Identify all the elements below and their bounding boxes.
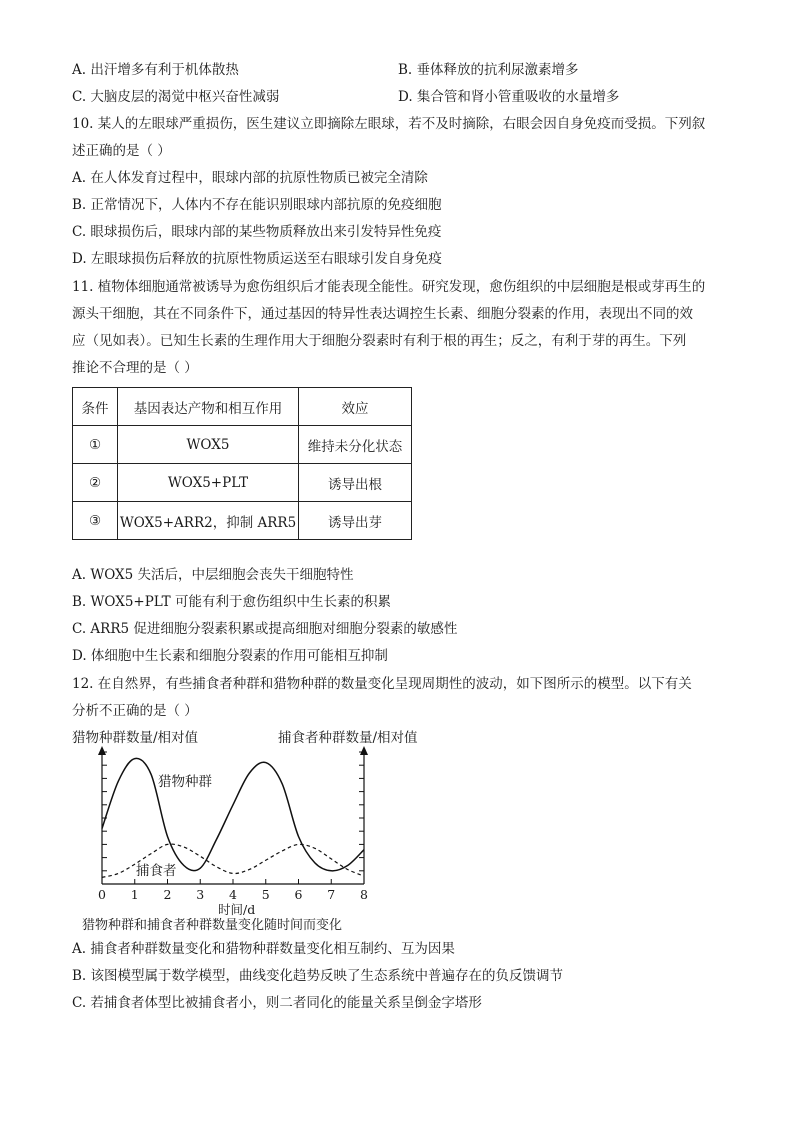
q9-option-d[interactable]: D. 集合管和肾小管重吸收的水量增多 [398,89,620,105]
q10-option-a[interactable]: A. 在人体发育过程中，眼球内部的抗原性物质已被完全清除 [72,170,428,186]
y-axis-label-right: 捕食者种群数量/相对值 [278,730,418,746]
y-axis-right-arrow [360,746,368,755]
table-cell-gene-products: WOX5+ARR2，抑制 ARR5 [118,502,299,540]
x-tick-label: 0 [98,887,106,902]
y-axis-left-arrow [98,746,106,755]
q9-options-row-2 [72,87,732,107]
table-cell-effect: 维持未分化状态 [299,426,412,464]
q11-stem-line-4: 推论不合理的是（ ） [72,360,198,376]
table-cell-condition: ① [73,426,118,464]
table-header-row [73,388,412,426]
q12-option-c[interactable]: C. 若捕食者体型比被捕食者小，则二者同化的能量关系呈倒金字塔形 [72,995,482,1011]
q10-stem-line-2: 述正确的是（ ） [72,143,171,159]
table-cell-gene-products: WOX5+PLT [118,464,299,502]
q9-options-row-1 [72,60,732,80]
x-tick-label: 3 [196,887,205,902]
q10-option-b[interactable]: B. 正常情况下，人体内不存在能识别眼球内部抗原的免疫细胞 [72,197,442,213]
table-cell-effect: 诱导出芽 [299,502,412,540]
table-header-condition: 条件 [73,388,118,426]
q11-option-b[interactable]: B. WOX5+PLT 可能有利于愈伤组织中生长素的积累 [72,594,391,610]
q12-stem-line-1: 12. 在自然界，有些捕食者种群和猎物种群的数量变化呈现周期性的波动，如下图所示的模型。以下有关 [72,676,692,692]
x-tick-label: 2 [163,887,172,902]
q11-stem-line-2: 源头干细胞，其在不同条件下，通过基因的特异性表达调控生长素、细胞分裂素的作用，表现出不同的效 [72,306,693,322]
q11-option-d[interactable]: D. 体细胞中生长素和细胞分裂素的作用可能相互抑制 [72,648,388,664]
q11-option-a[interactable]: A. WOX5 失活后，中层细胞会丧失干细胞特性 [72,567,354,583]
q12-option-b[interactable]: B. 该图模型属于数学模型，曲线变化趋势反映了生态系统中普遍存在的负反馈调节 [72,968,564,984]
q9-option-a[interactable]: A. 出汗增多有利于机体散热 [72,62,239,78]
table-header-gene-products: 基因表达产物和相互作用 [118,388,299,426]
q12-stem-line-2: 分析不正确的是（ ） [72,703,198,719]
series-label-prey: 猎物种群 [158,774,212,790]
table-cell-condition: ② [73,464,118,502]
table-cell-effect: 诱导出根 [299,464,412,502]
table-row [73,464,412,502]
q11-option-c[interactable]: C. ARR5 促进细胞分裂素积累或提高细胞对细胞分裂素的敏感性 [72,621,458,637]
x-tick-label: 5 [261,887,270,902]
q9-option-c[interactable]: C. 大脑皮层的渴觉中枢兴奋性减弱 [72,89,280,105]
q11-stem-line-3: 应（见如表）。已知生长素的生理作用大于细胞分裂素时有利于根的再生；反之，有利于芽的再生。下列 [72,333,687,349]
q10-option-c[interactable]: C. 眼球损伤后，眼球内部的某些物质释放出来引发特异性免疫 [72,224,442,240]
q11-stem-line-1: 11. 植物体细胞通常被诱导为愈伤组织后才能表现全能性。研究发现，愈伤组织的中层细胞是根或芽再生的 [72,279,706,295]
q12-option-a[interactable]: A. 捕食者种群数量变化和猎物种群数量变化相互制约、互为因果 [72,941,455,957]
y-axis-label-left: 猎物种群数量/相对值 [72,730,199,746]
chart-caption: 猎物种群和捕食者种群数量变化随时间而变化 [82,918,343,933]
x-axis-label: 时间/d [218,902,256,917]
gene-expression-table [72,387,412,540]
q10-stem-line-1: 10. 某人的左眼球严重损伤，医生建议立即摘除左眼球，若不及时摘除，右眼会因自身免疫而受损。下列叙 [72,116,706,132]
table-cell-gene-products: WOX5 [118,426,299,464]
x-tick-label: 1 [130,887,139,902]
table-row [73,426,412,464]
x-tick-label: 6 [294,887,303,902]
predator-prey-chart [72,724,442,936]
x-tick-label: 8 [360,887,368,902]
table-header-effect: 效应 [299,388,412,426]
q10-option-d[interactable]: D. 左眼球损伤后释放的抗原性物质运送至右眼球引发自身免疫 [72,251,442,267]
table-row [73,502,412,540]
table-cell-condition: ③ [73,502,118,540]
series-label-predator: 捕食者 [136,863,177,879]
x-tick-label: 4 [229,887,237,902]
q9-option-b[interactable]: B. 垂体释放的抗利尿激素增多 [398,62,579,78]
x-tick-label: 7 [327,887,336,902]
